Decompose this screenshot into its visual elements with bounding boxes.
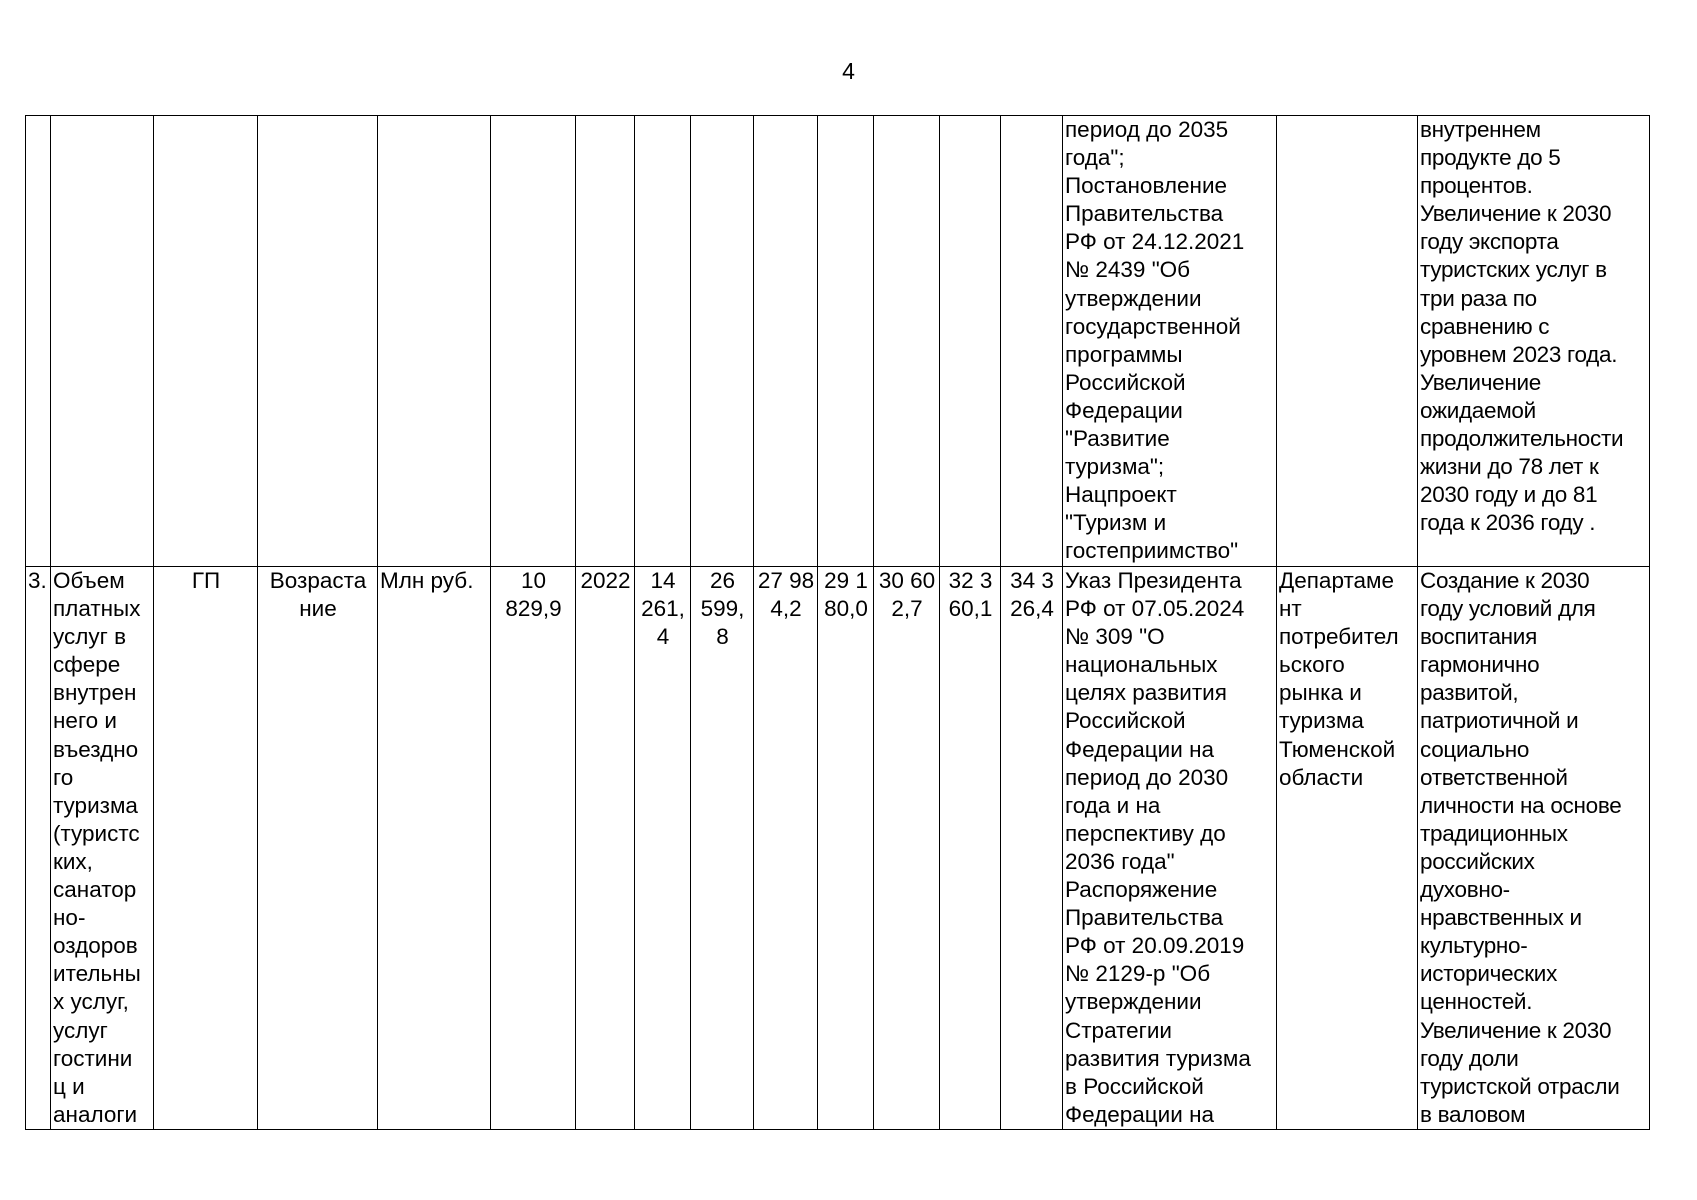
value-cell	[1001, 116, 1063, 567]
value-cell: 32 3 60,1	[940, 567, 1001, 1130]
indicator-name-cell: Объем платных услуг в сфере внутрен него и въездно го туризма (туристс ких, санатор но- оздоров ительны х услуг, услуг гостини ц и аналоги	[51, 567, 154, 1130]
responsible-cell	[1277, 116, 1418, 567]
documents-cell: период до 2035 года"; Постановление Правительства РФ от 24.12.2021 № 2439 "Об утверждении государственной программы Российской Федерации "Развитие туризма"; Нацпроект "Туризм и гостеприимство"	[1063, 116, 1277, 567]
page-number: 4	[842, 58, 855, 84]
value-cell: 27 98 4,2	[754, 567, 818, 1130]
goals-cell: внутреннем продукте до 5 процентов. Увеличение к 2030 году экспорта туристских услуг в три раза по сравнению с уровнем 2023 года. Увеличение ожидаемой продолжительности жизни до 78 лет к 2030 году и до 81 года к 2036 году .	[1418, 116, 1650, 567]
base-year-cell: 2022	[576, 567, 635, 1130]
direction-cell	[258, 116, 378, 567]
value-cell: 29 1 80,0	[818, 567, 874, 1130]
value-cell	[818, 116, 874, 567]
value-cell: 26 599, 8	[691, 567, 754, 1130]
value-cell	[940, 116, 1001, 567]
value-cell: 30 60 2,7	[874, 567, 940, 1130]
table-row	[26, 116, 1650, 567]
table-row	[26, 567, 1650, 1130]
base-year-cell	[576, 116, 635, 567]
goals-cell: Создание к 2030 году условий для воспитания гармонично развитой, патриотичной и социально ответственной личности на основе традиционных российских духовно- нравственных и культурно- исторических ценностей. Увеличение к 2030 году доли туристской отрасли в валовом	[1418, 567, 1650, 1130]
value-cell	[691, 116, 754, 567]
row-number-cell	[26, 116, 51, 567]
value-cell	[754, 116, 818, 567]
value-cell	[635, 116, 691, 567]
value-cell: 14 261, 4	[635, 567, 691, 1130]
unit-cell	[378, 116, 491, 567]
documents-cell: Указ Президента РФ от 07.05.2024 № 309 "О национальных целях развития Российской Федерации на период до 2030 года и на перспективу до 2036 года" Распоряжение Правительства РФ от 20.09.2019 № 2129-р "Об утверждении Стратегии развития туризма в Российской Федерации на	[1063, 567, 1277, 1130]
base-value-cell: 10 829,9	[491, 567, 576, 1130]
level-cell	[154, 116, 258, 567]
responsible-cell: Департаме нт потребител ьского рынка и туризма Тюменской области	[1277, 567, 1418, 1130]
unit-cell: Млн руб.	[378, 567, 491, 1130]
value-cell	[874, 116, 940, 567]
base-value-cell	[491, 116, 576, 567]
value-cell: 34 3 26,4	[1001, 567, 1063, 1130]
row-number-cell: 3.	[26, 567, 51, 1130]
level-cell: ГП	[154, 567, 258, 1130]
direction-cell: Возраста ние	[258, 567, 378, 1130]
indicators-table	[25, 115, 1650, 1130]
indicator-name-cell	[51, 116, 154, 567]
